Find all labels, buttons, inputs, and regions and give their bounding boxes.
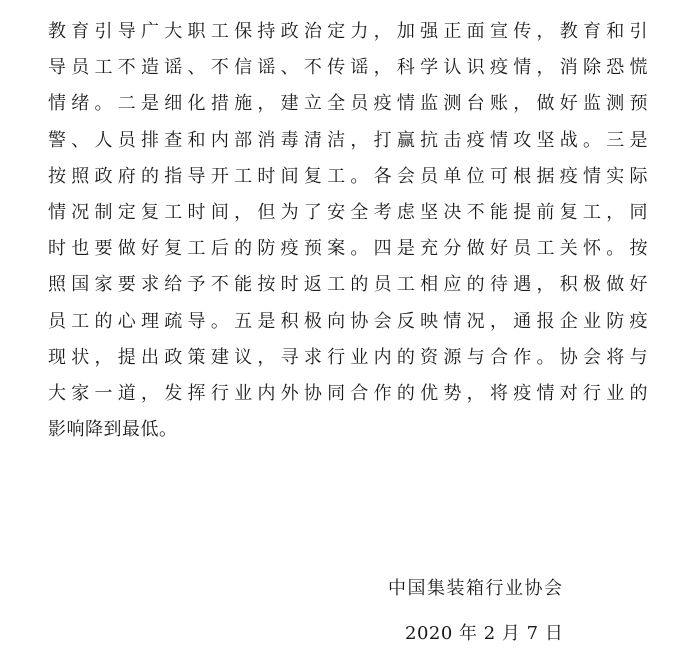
body-line: 员工的心理疏导。五是积极向协会反映情况，通报企业防疫: [48, 310, 648, 332]
body-line: 时也要做好复工后的防疫预案。四是充分做好员工关怀。按: [48, 238, 648, 260]
body-line: 情况制定复工时间，但为了安全考虑坚决不能提前复工，同: [48, 201, 648, 223]
document-body: [48, 14, 648, 448]
signature-organization: 中国集装箱行业协会: [388, 578, 564, 599]
body-line: 警、人员排查和内部消毒清洁，打赢抗击疫情攻坚战。三是: [48, 129, 648, 151]
body-line: 照国家要求给予不能按时返工的员工相应的待遇，积极做好: [48, 274, 648, 296]
body-line: 按照政府的指导开工时间复工。各会员单位可根据疫情实际: [48, 165, 648, 187]
body-line: 情绪。二是细化措施，建立全员疫情监测台账，做好监测预: [48, 93, 648, 115]
body-line: 影响降到最低。: [48, 419, 178, 441]
body-line: 导员工不造谣、不信谣、不传谣，科学认识疫情，消除恐慌: [48, 57, 648, 79]
signature-date: 2020 年 2 月 7 日: [405, 623, 564, 644]
body-line: 现状，提出政策建议，寻求行业内的资源与合作。协会将与: [48, 346, 648, 368]
body-line: 大家一道，发挥行业内外协同合作的优势，将疫情对行业的: [48, 382, 648, 404]
body-line: 教育引导广大职工保持政治定力，加强正面宣传，教育和引: [48, 21, 648, 42]
